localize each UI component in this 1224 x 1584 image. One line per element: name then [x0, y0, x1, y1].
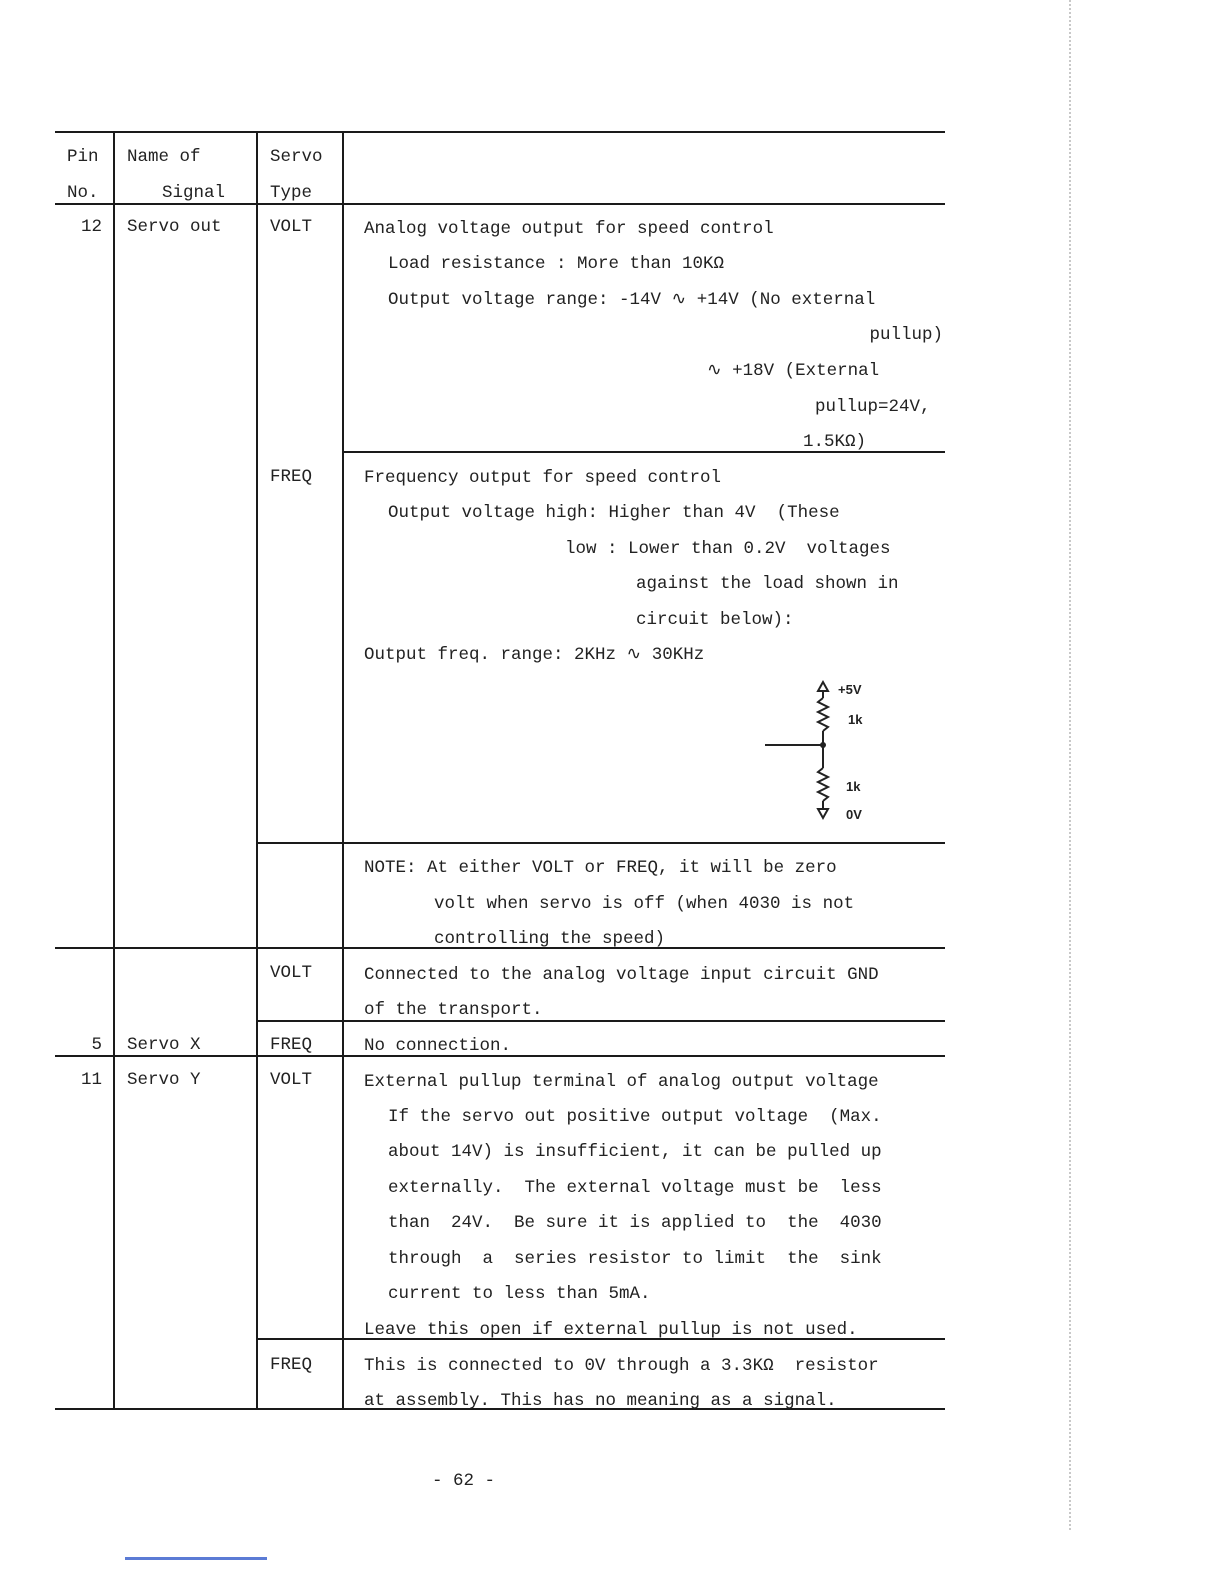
description-line: 1.5KΩ) [803, 432, 867, 452]
header-name-line2: Signal [162, 183, 226, 203]
supply-terminal-icon [818, 682, 828, 691]
description-line: of the transport. [364, 1000, 543, 1020]
table-top-rule [55, 131, 945, 133]
description-line: Load resistance : More than 10KΩ [388, 254, 725, 274]
description-line: Output voltage high: Higher than 4V (These [388, 503, 840, 523]
description-line: Frequency output for speed control [364, 468, 722, 488]
pin-number: 11 [80, 1070, 102, 1090]
page-number: - 62 - [432, 1471, 496, 1491]
servo-type-volt: VOLT [270, 1070, 313, 1090]
description-line: externally. The external voltage must be less [388, 1178, 882, 1198]
servo-type-volt: VOLT [270, 963, 313, 983]
circuit-label: +5V [838, 682, 862, 697]
junction-dot [820, 742, 826, 748]
description-line: pullup=24V, [815, 397, 931, 417]
header-pin-line2: No. [67, 183, 99, 203]
circuit-label: 0V [846, 807, 862, 822]
circuit-label: 1k [848, 712, 863, 727]
description-line: Output freq. range: 2KHz ∿ 30KHz [364, 645, 705, 665]
servo-type-freq: FREQ [270, 1355, 313, 1375]
pin-number: 12 [80, 217, 102, 237]
description-line: about 14V) is insufficient, it can be pulled up [388, 1142, 882, 1162]
description-line: low : Lower than 0.2V voltages [565, 539, 891, 559]
pin-col-rule [113, 131, 115, 1410]
header-pin-line1: Pin [67, 147, 99, 167]
signal-name: Servo X [127, 1035, 201, 1055]
freq-note-rule [257, 842, 945, 844]
type-col-rule [342, 131, 344, 1410]
circuit-label: 1k [846, 779, 861, 794]
description-line: Analog voltage output for speed control [364, 219, 774, 239]
description-line: current to less than 5mA. [388, 1284, 651, 1304]
description-line: than 24V. Be sure it is applied to the 4030 [388, 1213, 882, 1233]
scan-edge-dotted-line [1069, 0, 1071, 1530]
signal-name: Servo out [127, 217, 222, 237]
description-line: No connection. [364, 1036, 512, 1056]
header-servo-line2: Type [270, 183, 313, 203]
scan-blue-mark [125, 1557, 267, 1560]
description-line: Connected to the analog voltage input circuit GND [364, 965, 879, 985]
ground-terminal-icon [818, 809, 828, 818]
note-line: NOTE: At either VOLT or FREQ, it will be zero [364, 858, 837, 878]
description-line: through a series resistor to limit the sink [388, 1249, 882, 1269]
description-line: This is connected to 0V through a 3.3KΩ resistor [364, 1356, 879, 1376]
header-bottom-rule [55, 203, 945, 205]
load-circuit-diagram [760, 678, 900, 828]
header-name-line1: Name of [127, 147, 201, 167]
description-line: pullup) [869, 325, 943, 345]
servo-type-freq: FREQ [270, 467, 313, 487]
name-col-rule [256, 131, 258, 1410]
description-line: ∿ +18V (External [707, 361, 880, 381]
note-line: controlling the speed) [434, 929, 666, 949]
description-line: Leave this open if external pullup is not used. [364, 1320, 858, 1340]
resistor-icon [818, 768, 828, 801]
description-line: External pullup terminal of analog output voltage [364, 1072, 879, 1092]
signal-name: Servo Y [127, 1070, 201, 1090]
resistor-icon [818, 698, 828, 731]
description-line: Output voltage range: -14V ∿ +14V (No external [388, 290, 876, 310]
servo-type-freq: FREQ [270, 1035, 313, 1055]
pin-number: 5 [91, 1035, 102, 1055]
header-servo-line1: Servo [270, 147, 323, 167]
description-line: circuit below): [636, 610, 794, 630]
servo-type-volt: VOLT [270, 217, 313, 237]
description-line: at assembly. This has no meaning as a signal. [364, 1391, 837, 1411]
note-line: volt when servo is off (when 4030 is not [434, 894, 855, 914]
description-line: against the load shown in [636, 574, 899, 594]
description-line: If the servo out positive output voltage (Max. [388, 1107, 882, 1127]
servo-x-type-rule [257, 1020, 945, 1022]
